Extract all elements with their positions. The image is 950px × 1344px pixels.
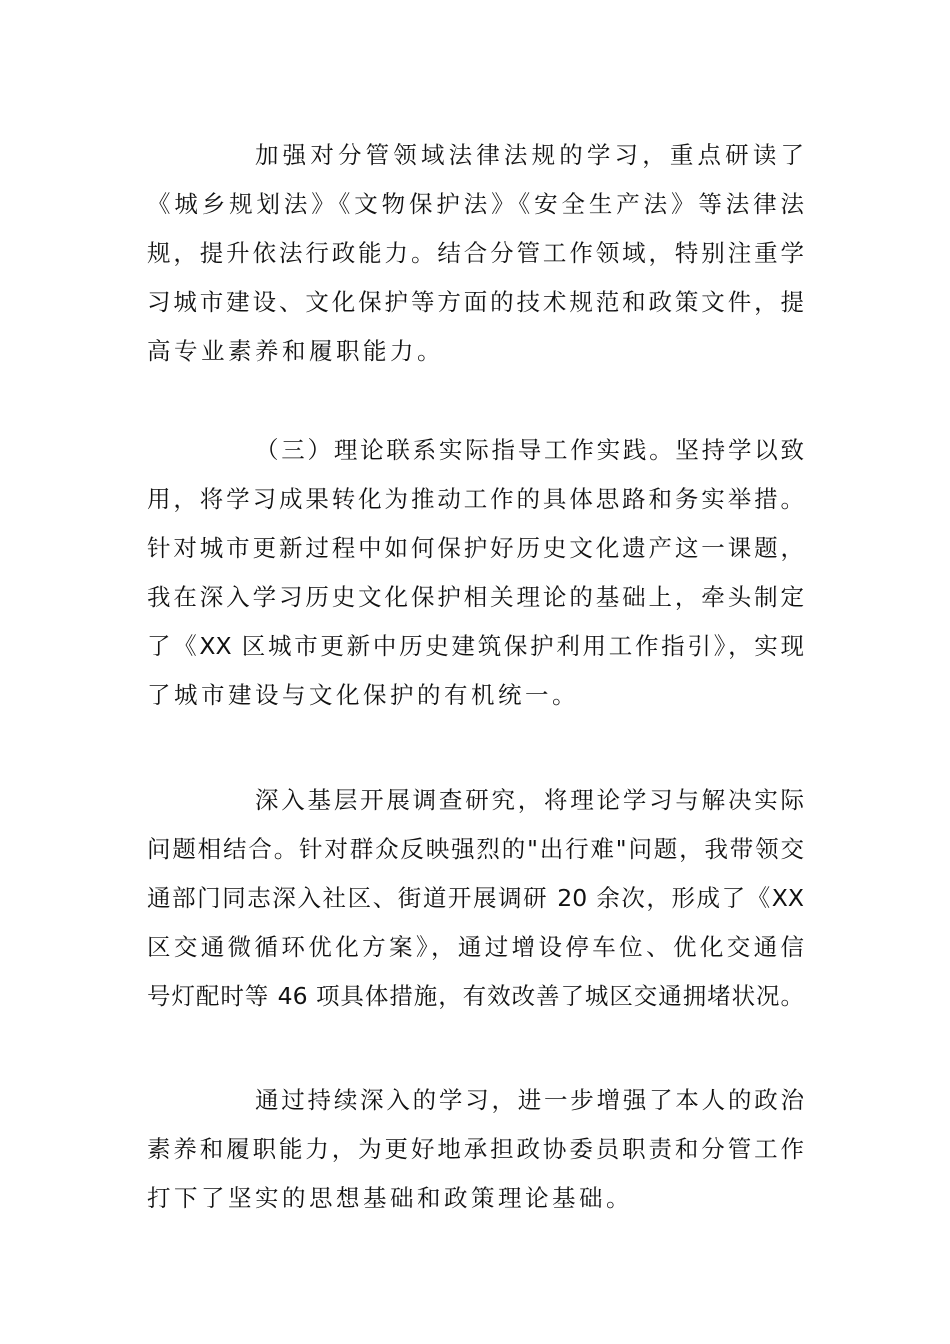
text-line: 了《XX 区城市更新中历史建筑保护利用工作指引》，实现 <box>147 632 804 660</box>
text-line: 《城乡规划法》《文物保护法》《安全生产法》等法律法 <box>147 190 804 218</box>
text-line: 号灯配时等 46 项具体措施，有效改善了城区交通拥堵状况。 <box>147 982 804 1010</box>
text-line: 高专业素养和履职能力。 <box>147 337 444 365</box>
text-line: 规，提升依法行政能力。结合分管工作领域，特别注重学 <box>147 239 804 267</box>
text-line: 习城市建设、文化保护等方面的技术规范和政策文件，提 <box>147 288 804 316</box>
text-line: 通部门同志深入社区、街道开展调研 20 余次，形成了《XX <box>147 884 804 912</box>
text-line: 我在深入学习历史文化保护相关理论的基础上，牵头制定 <box>147 583 804 611</box>
paragraph-field-research <box>147 776 804 1021</box>
text-line: 深入基层开展调查研究，将理论学习与解决实际 <box>255 786 804 814</box>
text-line: 素养和履职能力，为更好地承担政协委员职责和分管工作 <box>147 1135 804 1163</box>
paragraph-theory-practice <box>147 426 804 720</box>
text-line: 用，将学习成果转化为推动工作的具体思路和务实举措。 <box>147 485 804 513</box>
paragraph-legal-study <box>147 131 804 376</box>
text-line: 针对城市更新过程中如何保护好历史文化遗产这一课题， <box>147 534 804 562</box>
text-line: 加强对分管领域法律法规的学习，重点研读了 <box>255 141 804 169</box>
text-line: 打下了坚实的思想基础和政策理论基础。 <box>147 1184 633 1212</box>
text-line: 区交通微循环优化方案》，通过增设停车位、优化交通信 <box>147 933 804 961</box>
section-heading-line: （三）理论联系实际指导工作实践。坚持学以致 <box>255 436 804 464</box>
text-line: 了城市建设与文化保护的有机统一。 <box>147 681 579 709</box>
text-line: 通过持续深入的学习，进一步增强了本人的政治 <box>255 1086 804 1114</box>
paragraph-conclusion <box>147 1076 804 1223</box>
text-line: 问题相结合。针对群众反映强烈的"出行难"问题，我带领交 <box>147 835 804 863</box>
